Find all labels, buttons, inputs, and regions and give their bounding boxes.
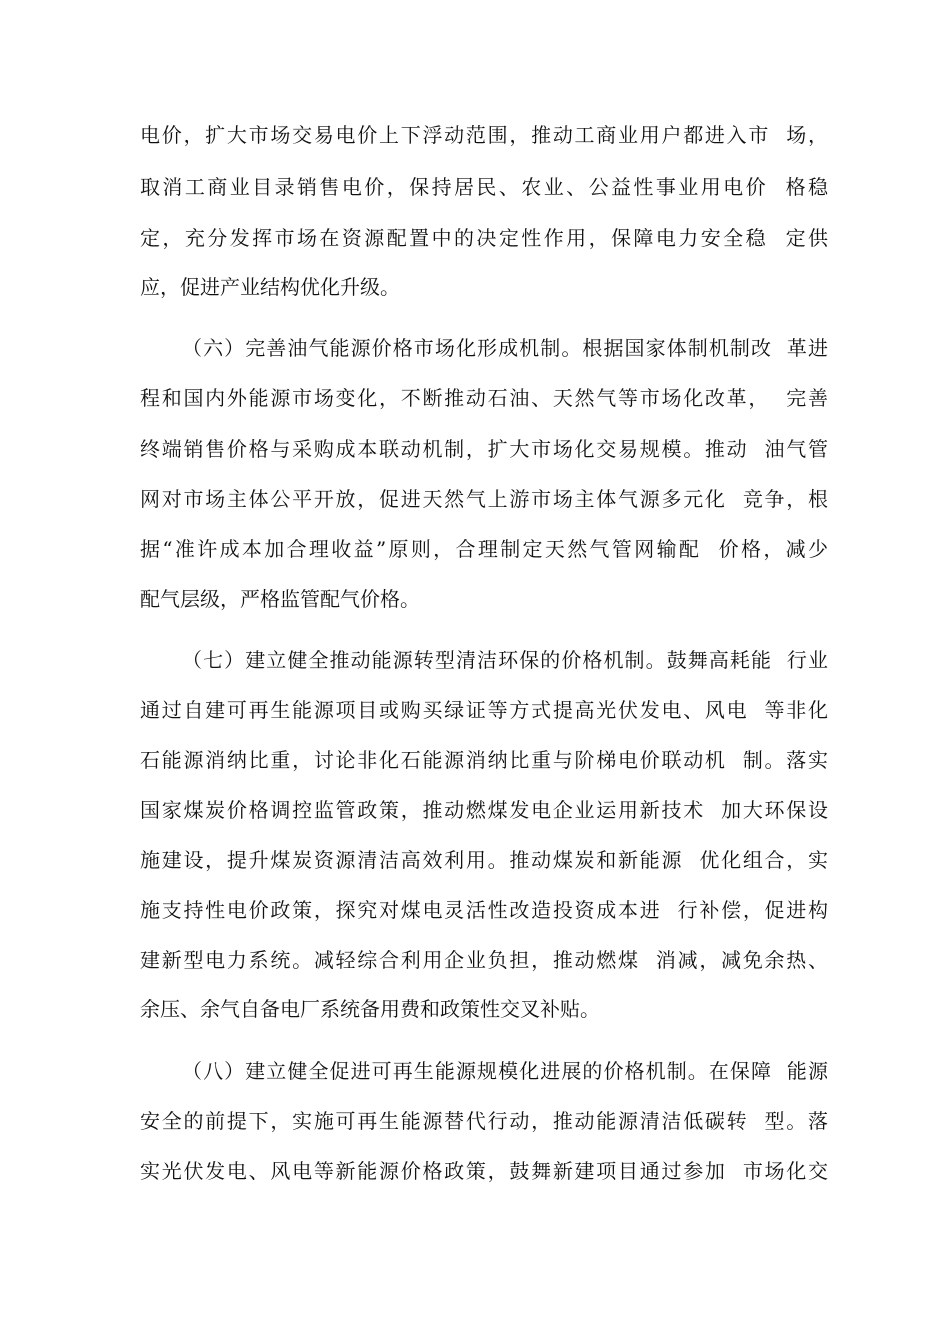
paragraph-line: （六）完善油气能源价格市场化形成机制。根据国家体制机制改 革进 <box>182 336 828 360</box>
paragraph-line: 建新型电力系统。减轻综合利用企业负担，推动燃煤 消减，减免余热、 <box>140 948 828 972</box>
paragraph-line: 国家煤炭价格调控监管政策，推动燃煤发电企业运用新技术 加大环保设 <box>140 798 828 822</box>
paragraph-line: 余压、余气自备电厂系统备用费和政策性交叉补贴。 <box>140 997 600 1021</box>
paragraph-line: 取消工商业目录销售电价，保持居民、农业、公益性事业用电价 格稳 <box>140 175 828 199</box>
paragraph-line: 网对市场主体公平开放，促进天然气上游市场主体气源多元化 竞争，根 <box>140 487 828 511</box>
paragraph-line: 程和国内外能源市场变化，不断推动石油、天然气等市场化改革， 完善 <box>140 386 828 410</box>
paragraph-line: 施建设，提升煤炭资源清洁高效利用。推动煤炭和新能源 优化组合，实 <box>140 848 828 872</box>
paragraph-line: 配气层级，严格监管配气价格。 <box>140 587 420 611</box>
paragraph-line: 石能源消纳比重，讨论非化石能源消纳比重与阶梯电价联动机 制。落实 <box>140 748 828 772</box>
paragraph-line: 实光伏发电、风电等新能源价格政策，鼓舞新建项目通过参加 市场化交 <box>140 1159 828 1183</box>
paragraph-line: （七）建立健全推动能源转型清洁环保的价格机制。鼓舞高耗能 行业 <box>182 648 828 672</box>
paragraph-line: 施支持性电价政策，探究对煤电灵活性改造投资成本进 行补偿，促进构 <box>140 898 828 922</box>
paragraph-line: 应，促进产业结构优化升级。 <box>140 275 400 299</box>
paragraph-line: 定，充分发挥市场在资源配置中的决定性作用，保障电力安全稳 定供 <box>140 226 828 250</box>
paragraph-line: 终端销售价格与采购成本联动机制，扩大市场化交易规模。推动 油气管 <box>140 437 828 461</box>
paragraph-line: 电价，扩大市场交易电价上下浮动范围，推动工商业用户都进入市 场， <box>140 123 828 147</box>
paragraph-line: （八）建立健全促进可再生能源规模化进展的价格机制。在保障 能源 <box>182 1059 828 1083</box>
paragraph-line: 通过自建可再生能源项目或购买绿证等方式提高光伏发电、风电 等非化 <box>140 698 828 722</box>
paragraph-line: 安全的前提下，实施可再生能源替代行动，推动能源清洁低碳转 型。落 <box>140 1109 828 1133</box>
paragraph-line: 据“准许成本加合理收益”原则，合理制定天然气管网输配 价格，减少 <box>140 537 828 561</box>
